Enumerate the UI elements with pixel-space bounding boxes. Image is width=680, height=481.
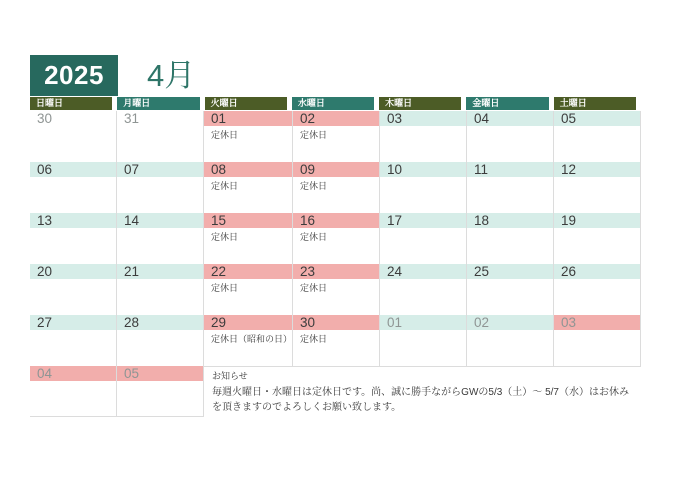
day-cell <box>554 213 641 264</box>
weekday-header-row <box>30 97 641 110</box>
date-number: 03 <box>380 111 466 126</box>
day-cell <box>467 111 554 162</box>
day-cell <box>380 162 467 213</box>
day-cell <box>204 213 293 264</box>
day-cell <box>467 162 554 213</box>
day-cell <box>30 264 117 315</box>
weekday-header-wednesday: 水曜日 <box>292 97 374 110</box>
day-cell <box>204 264 293 315</box>
date-number: 10 <box>380 162 466 177</box>
day-cell <box>117 264 204 315</box>
month-title: 4月 <box>147 58 196 93</box>
notice-area <box>204 366 641 417</box>
notice-body: 毎週火曜日・水曜日は定休日です。尚、誠に勝手ながらGWの5/3（土）～ 5/7（水）はお休みを頂きますのでよろしくお願い致します。 <box>211 387 629 413</box>
day-cell <box>380 111 467 162</box>
date-number: 24 <box>380 264 466 279</box>
weekday-header-sunday: 日曜日 <box>30 97 112 110</box>
date-number: 22 <box>204 264 292 279</box>
closed-day-label: 定休日 <box>210 232 238 242</box>
day-cell <box>293 315 380 366</box>
weekday-header-thursday: 木曜日 <box>379 97 461 110</box>
year-badge: 2025 <box>30 55 118 96</box>
closed-day-label: 定休日 <box>300 181 328 191</box>
weekday-header-saturday: 土曜日 <box>554 97 636 110</box>
day-cell <box>554 162 641 213</box>
day-cell <box>293 162 380 213</box>
date-number: 21 <box>117 264 203 279</box>
date-number: 15 <box>204 213 292 228</box>
calendar-title-row <box>30 55 641 96</box>
day-cell <box>204 315 293 366</box>
day-cell <box>117 366 204 417</box>
date-number: 08 <box>204 162 292 177</box>
day-cell <box>467 213 554 264</box>
weekday-header-friday: 金曜日 <box>466 97 548 110</box>
day-cell <box>380 213 467 264</box>
date-number: 09 <box>293 162 379 177</box>
day-cell <box>467 264 554 315</box>
weeks-grid <box>30 111 641 417</box>
day-cell <box>30 111 117 162</box>
day-cell <box>30 162 117 213</box>
day-cell <box>117 111 204 162</box>
closed-day-label: 定休日（昭和の日） <box>210 334 292 344</box>
day-cell <box>554 111 641 162</box>
weekday-header-monday: 月曜日 <box>117 97 199 110</box>
date-number: 18 <box>467 213 553 228</box>
date-number: 13 <box>30 213 116 228</box>
date-number: 05 <box>554 111 640 126</box>
day-cell <box>117 162 204 213</box>
date-number: 14 <box>117 213 203 228</box>
date-number: 16 <box>293 213 379 228</box>
date-number: 01 <box>204 111 292 126</box>
date-number: 20 <box>30 264 116 279</box>
notice-heading: お知らせ <box>211 371 248 381</box>
day-cell <box>380 264 467 315</box>
date-number: 04 <box>467 111 553 126</box>
closed-day-label: 定休日 <box>210 283 238 293</box>
closed-day-label: 定休日 <box>210 181 238 191</box>
date-number: 02 <box>293 111 379 126</box>
closed-day-label: 定休日 <box>300 283 328 293</box>
date-number: 19 <box>554 213 640 228</box>
day-cell <box>293 264 380 315</box>
day-cell <box>467 315 554 366</box>
date-number: 06 <box>30 162 116 177</box>
date-number: 05 <box>117 366 203 381</box>
day-cell <box>554 315 641 366</box>
day-cell <box>293 111 380 162</box>
date-number: 03 <box>554 315 640 330</box>
date-number: 29 <box>204 315 292 330</box>
day-cell <box>30 366 117 417</box>
day-cell <box>30 315 117 366</box>
day-cell <box>554 264 641 315</box>
day-cell <box>117 213 204 264</box>
date-number: 11 <box>467 162 553 177</box>
date-number: 26 <box>554 264 640 279</box>
weekday-header-tuesday: 火曜日 <box>205 97 287 110</box>
date-number: 02 <box>467 315 553 330</box>
closed-day-label: 定休日 <box>210 130 238 140</box>
date-number: 27 <box>30 315 116 330</box>
date-number: 12 <box>554 162 640 177</box>
closed-day-label: 定休日 <box>300 232 328 242</box>
date-number: 30 <box>293 315 379 330</box>
date-number: 30 <box>37 111 53 126</box>
day-cell <box>204 162 293 213</box>
calendar <box>30 55 641 417</box>
date-number: 17 <box>380 213 466 228</box>
closed-day-label: 定休日 <box>300 334 328 344</box>
closed-day-label: 定休日 <box>300 130 328 140</box>
day-cell <box>380 315 467 366</box>
date-number: 25 <box>467 264 553 279</box>
date-number: 31 <box>123 111 140 126</box>
date-number: 01 <box>380 315 466 330</box>
date-number: 07 <box>117 162 203 177</box>
date-number: 04 <box>30 366 116 381</box>
day-cell <box>30 213 117 264</box>
date-number: 23 <box>293 264 379 279</box>
day-cell <box>293 213 380 264</box>
date-number: 28 <box>117 315 203 330</box>
day-cell <box>204 111 293 162</box>
day-cell <box>117 315 204 366</box>
